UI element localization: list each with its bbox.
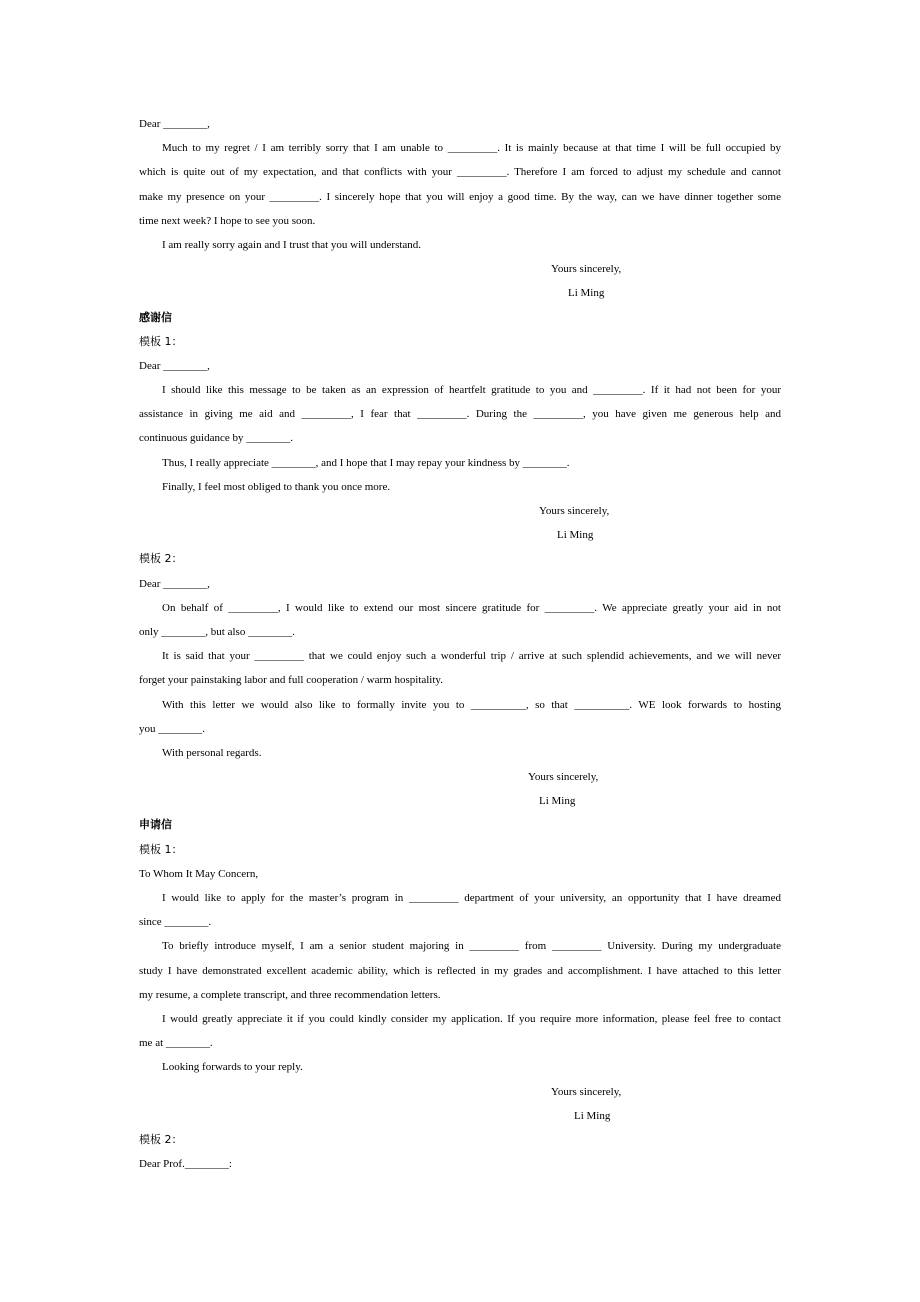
paragraph-line: which is quite out of my expectation, and that conflicts with your _________. Therefore I am forced to adjust my schedule and cannot	[139, 166, 781, 179]
template-label: 模板 1：	[139, 334, 183, 348]
paragraph-line: With this letter we would also like to formally invite you to __________, so that __________. WE look forwards to hosting	[162, 698, 781, 711]
paragraph-line: study I have demonstrated excellent academic ability, which is reflected in my grades and accomplishment. I have attached to this letter	[139, 964, 781, 977]
paragraph-line: forget your painstaking labor and full cooperation / warm hospitality.	[139, 674, 443, 687]
section-heading: 感谢信	[139, 310, 172, 324]
paragraph-line: you ________.	[139, 722, 205, 735]
template-label: 模板 1：	[139, 842, 183, 856]
signature-name: Li Ming	[568, 287, 605, 300]
paragraph-line: I would greatly appreciate it if you could kindly consider my application. If you require more information, please feel free to contact	[162, 1012, 781, 1025]
paragraph-line: time next week? I hope to see you soon.	[139, 214, 316, 227]
closing: Yours sincerely,	[551, 263, 622, 276]
salutation: Dear ________,	[139, 359, 210, 372]
template-label: 模板 2：	[139, 1132, 183, 1146]
paragraph-line: my resume, a complete transcript, and three recommendation letters.	[139, 988, 441, 1001]
closing: Yours sincerely,	[528, 771, 599, 784]
paragraph-line: Looking forwards to your reply.	[162, 1061, 303, 1074]
paragraph-line: It is said that your _________ that we could enjoy such a wonderful trip / arrive at such splendid achievements, and we will never	[162, 650, 781, 663]
paragraph-line: only ________, but also ________.	[139, 625, 295, 638]
salutation: To Whom It May Concern,	[139, 867, 259, 880]
paragraph-line: Much to my regret / I am terribly sorry that I am unable to _________. It is mainly because at that time I will be full occupied by	[162, 142, 781, 155]
salutation: Dear ________,	[139, 118, 210, 130]
signature-name: Li Ming	[557, 529, 594, 542]
closing: Yours sincerely,	[551, 1085, 622, 1098]
paragraph-line: continuous guidance by ________.	[139, 432, 293, 445]
paragraph-line: To briefly introduce myself, I am a senior student majoring in _________ from _________ University. During my undergraduate	[162, 940, 781, 953]
salutation: Dear Prof.________:	[139, 1158, 232, 1171]
salutation: Dear ________,	[139, 577, 210, 590]
paragraph-line: Thus, I really appreciate ________, and I hope that I may repay your kindness by ________.	[162, 456, 570, 469]
paragraph-line: make my presence on your _________. I sincerely hope that you will enjoy a good time. By the way, can we have dinner together some	[139, 190, 781, 203]
paragraph-line: I should like this message to be taken as an expression of heartfelt gratitude to you and _________. If it had not been for your	[162, 384, 781, 397]
paragraph-line: I am really sorry again and I trust that you will understand.	[162, 238, 422, 251]
template-label: 模板 2：	[139, 552, 183, 566]
paragraph-line: On behalf of _________, I would like to extend our most sincere gratitude for _________. We appreciate greatly your aid in not	[162, 601, 781, 614]
paragraph-line: Finally, I feel most obliged to thank you once more.	[162, 480, 391, 493]
paragraph-line: assistance in giving me aid and _________, I fear that _________. During the _________, you have given me generous help and	[139, 408, 781, 421]
closing: Yours sincerely,	[539, 505, 610, 517]
signature-name: Li Ming	[574, 1109, 611, 1122]
section-heading: 申请信	[139, 818, 172, 832]
paragraph-line: me at ________.	[139, 1037, 213, 1050]
paragraph-line: With personal regards.	[162, 746, 262, 759]
paragraph-line: I would like to apply for the master’s program in _________ department of your university, an opportunity that I have dreamed	[162, 892, 781, 904]
paragraph-line: since ________.	[139, 916, 212, 929]
document-page	[139, 116, 781, 1180]
signature-name: Li Ming	[539, 795, 576, 808]
